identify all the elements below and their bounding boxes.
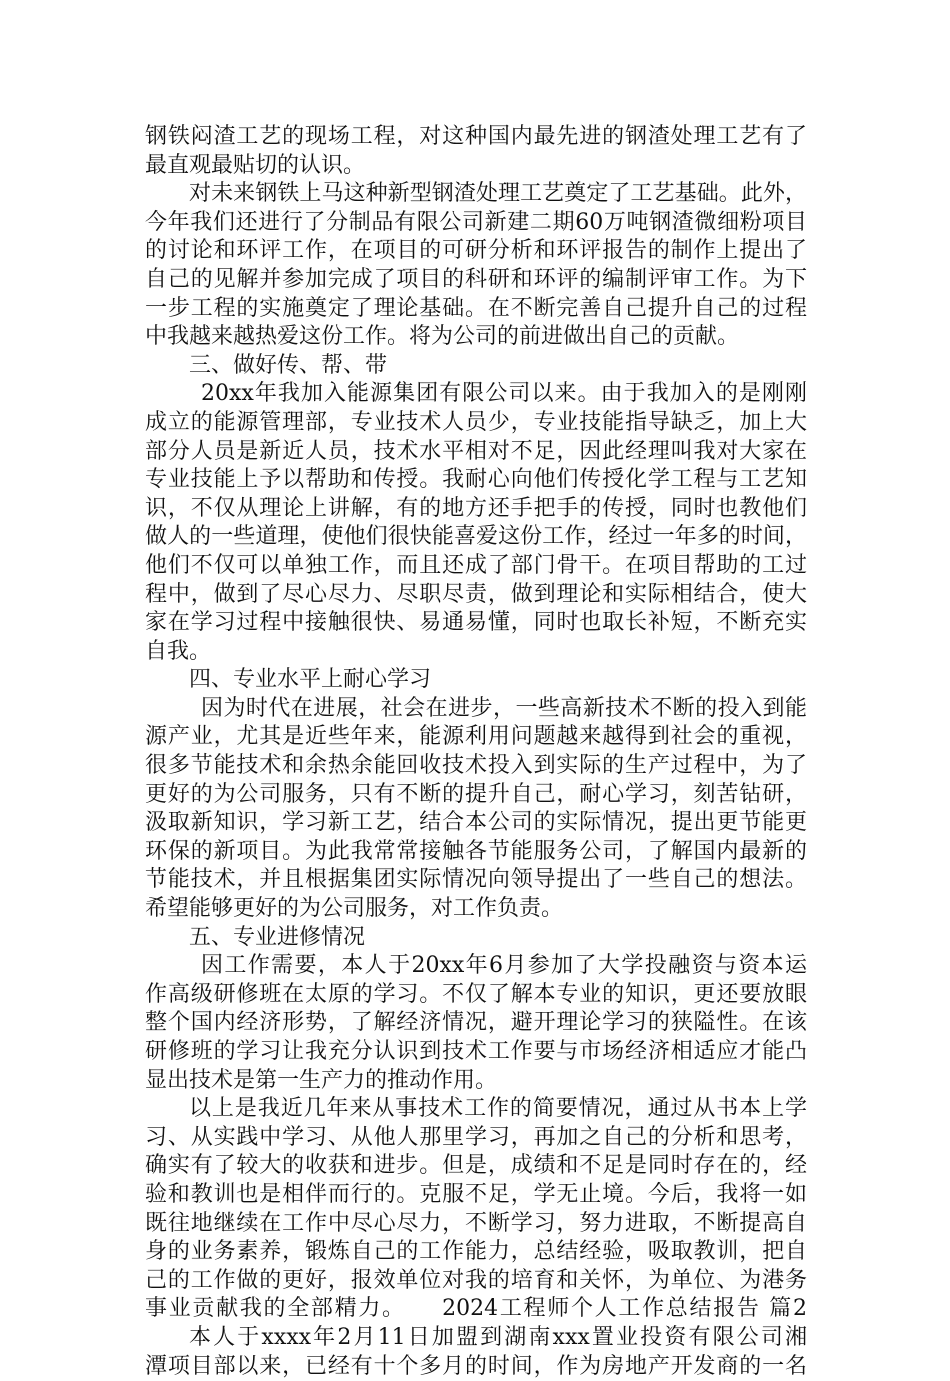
text-line: 以上是我近几年来从事技术工作的简要情况，通过从书本上学 (189, 1096, 807, 1122)
text-line: 部分人员是新近人员，技术水平相对不足，因此经理叫我对大家在 (145, 438, 807, 464)
text-line: 20xx年我加入能源集团有限公司以来。由于我加入的是刚刚 (201, 381, 807, 407)
text-line: 做人的一些道理，使他们很快能喜爱这份工作，经过一年多的时间， (145, 524, 807, 550)
text-line: 节能技术，并且根据集团实际情况向领导提出了一些自己的想法。 (145, 867, 807, 893)
text-line: 显出技术是第一生产力的推动作用。 (145, 1067, 498, 1093)
text-line: 事业贡献我的全部精力。 2024工程师个人工作总结报告 篇2 (145, 1296, 807, 1322)
text-line: 对未来钢铁上马这种新型钢渣处理工艺奠定了工艺基础。此外， (189, 181, 807, 207)
text-line: 习、从实践中学习、从他人那里学习，再加之自己的分析和思考， (145, 1124, 807, 1150)
text-line: 今年我们还进行了分制品有限公司新建二期60万吨钢渣微细粉项目 (145, 209, 807, 235)
text-line: 钢铁闷渣工艺的现场工程，对这种国内最先进的钢渣处理工艺有了 (145, 124, 807, 149)
text-line: 环保的新项目。为此我常常接触各节能服务公司，了解国内最新的 (145, 838, 807, 864)
text-line: 他们不仅可以单独工作，而且还成了部门骨干。在项目帮助的工过 (145, 552, 807, 578)
text-line: 更好的为公司服务，只有不断的提升自己，耐心学习，刻苦钻研， (145, 781, 807, 807)
text-line: 验和教训也是相伴而行的。克服不足，学无止境。今后，我将一如 (145, 1181, 807, 1207)
text-line: 程中，做到了尽心尽力、尽职尽责，做到理论和实际相结合，使大 (145, 581, 807, 607)
text-line: 最直观最贴切的认识。 (145, 152, 366, 178)
text-line: 专业技能上予以帮助和传授。我耐心向他们传授化学工程与工艺知 (145, 467, 807, 493)
text-line: 因工作需要，本人于20xx年6月参加了大学投融资与资本运 (201, 953, 807, 979)
text-line: 源产业，尤其是近些年来，能源利用问题越来越得到社会的重视， (145, 724, 807, 750)
text-line: 自己的见解并参加完成了项目的科研和环评的编制评审工作。为下 (145, 266, 807, 292)
text-line: 一步工程的实施奠定了理论基础。在不断完善自己提升自己的过程 (145, 295, 807, 321)
text-line: 家在学习过程中接触很快、易通易懂，同时也取长补短，不断充实 (145, 610, 807, 636)
text-line: 五、专业进修情况 (189, 924, 366, 950)
text-line: 整个国内经济形势，了解经济情况，避开理论学习的狭隘性。在该 (145, 1010, 807, 1036)
text-line: 潭项目部以来，已经有十个多月的时间，作为房地产开发商的一名 (145, 1353, 807, 1379)
text-line: 识，不仅从理论上讲解，有的地方还手把手的传授，同时也教他们 (145, 495, 807, 521)
text-line: 身的业务素养，锻炼自己的工作能力，总结经验，吸取教训，把自 (145, 1239, 807, 1265)
text-line: 作高级研修班在太原的学习。不仅了解本专业的知识，更还要放眼 (145, 981, 807, 1007)
text-line: 三、做好传、帮、带 (189, 352, 388, 378)
text-line: 中我越来越热爱这份工作。将为公司的前进做出自己的贡献。 (145, 324, 740, 350)
text-line: 本人于xxxx年2月11日加盟到湖南xxx置业投资有限公司湘 (189, 1324, 807, 1350)
text-line: 因为时代在进展，社会在进步，一些高新技术不断的投入到能 (201, 695, 807, 721)
text-line: 己的工作做的更好，报效单位对我的培育和关怀，为单位、为港务 (145, 1267, 807, 1293)
text-line: 希望能够更好的为公司服务，对工作负责。 (145, 896, 564, 922)
text-line: 研修班的学习让我充分认识到技术工作要与市场经济相适应才能凸 (145, 1039, 807, 1064)
text-line: 汲取新知识，学习新工艺，结合本公司的实际情况，提出更节能更 (145, 810, 807, 836)
text-line: 确实有了较大的收获和进步。但是，成绩和不足是同时存在的，经 (145, 1153, 807, 1179)
text-line: 四、专业水平上耐心学习 (189, 667, 432, 693)
text-line: 的讨论和环评工作，在项目的可研分析和环评报告的制作上提出了 (145, 238, 807, 264)
text-line: 很多节能技术和余热余能回收技术投入到实际的生产过程中，为了 (145, 753, 807, 779)
document-page (145, 123, 807, 1381)
text-line: 成立的能源管理部，专业技术人员少，专业技能指导缺乏，加上大 (145, 409, 807, 435)
text-line: 既往地继续在工作中尽心尽力，不断学习，努力进取，不断提高自 (145, 1210, 807, 1236)
text-line: 自我。 (145, 638, 212, 664)
